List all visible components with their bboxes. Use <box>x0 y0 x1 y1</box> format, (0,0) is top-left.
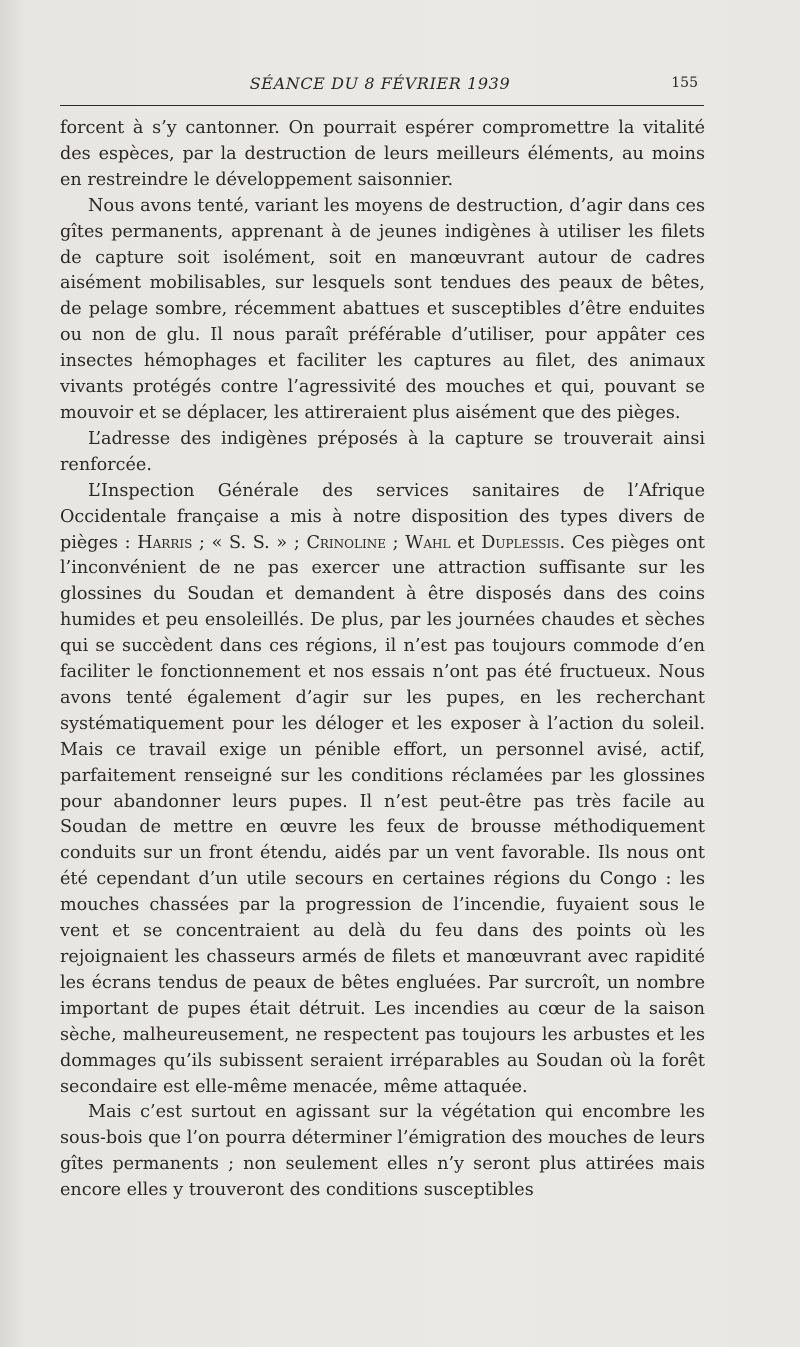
paragraph-3: L’adresse des indigènes préposés à la capture se trouverait ainsi renforcée. <box>60 428 705 475</box>
body-text <box>60 116 705 1204</box>
paragraph-4-conjunction: et <box>450 532 482 553</box>
paragraph-4-separator: ; « S. S. » ; <box>192 532 307 553</box>
trap-name-crinoline: Crinoline <box>306 532 386 553</box>
paragraph-2: Nous avons tenté, variant les moyens de destruction, d’agir dans ces gîtes permanents, apprenant à de jeunes indigènes à utiliser les filets de capture soit isolément, soit en manœuvrant autour de cadres aisément mobilisables, sur lesquels sont tendues des peaux de bêtes, de pelage sombre, récemment abattues et susceptibles d’être enduites ou non de glu. Il nous paraît préférable d’utiliser, pour appâter ces insectes hémophages et faciliter les captures au filet, des animaux vivants protégés contre l’agressivité des mouches et qui, pouvant se mouvoir et se déplacer, les attireraient plus aisément que des pièges. <box>60 195 705 423</box>
page-header <box>60 74 700 98</box>
paragraph-5: Mais c’est surtout en agissant sur la végétation qui encombre les sous-bois que l’on pourra déterminer l’émigration des mouches de leurs gîtes permanents ; non seulement elles n’y seront plus attirées mais encore elles y trouveront des conditions susceptibles <box>60 1102 705 1201</box>
header-rule <box>60 105 704 106</box>
paragraph-4 <box>60 479 705 1101</box>
running-head: SÉANCE DU 8 FÉVRIER 1939 <box>249 74 511 93</box>
page-number: 155 <box>671 75 698 91</box>
paragraph-4-intro: L’Inspection Générale des services sanitaires de l’Afrique Occidentale française a mis à notre disposition des types divers de pièges : <box>60 480 705 553</box>
trap-name-wahl: Wahl <box>405 532 451 553</box>
paragraph-1: forcent à s’y cantonner. On pourrait espérer compromettre la vitalité des espèces, par la destruction de leurs meilleurs éléments, au moins en restreindre le développement saisonnier. <box>60 118 705 190</box>
paragraph-4-separator: ; <box>385 532 406 553</box>
trap-name-duplessis: Duplessis <box>481 532 560 553</box>
paragraph-4-rest: . Ces pièges ont l’inconvénient de ne pas exercer une attraction suffisante sur les glossines du Soudan et demandent à être disposés dans des coins humides et peu ensoleillés. De plus, par les journées chaudes et sèches qui se succèdent dans ces régions, il n’est pas toujours commode d’en faciliter le fonctionnement et nos essais n’ont pas été fructueux. Nous avons tenté également d’agir sur les pupes, en les recherchant systématiquement pour les déloger et les exposer à l’action du soleil. Mais ce travail exige un pénible effort, un personnel avisé, actif, parfaitement renseigné sur les conditions réclamées par les glossines pour abandonner leurs pupes. Il n’est peut-être pas très facile au Soudan de mettre en œuvre les feux de brousse méthodiquement conduits sur un front étendu, aidés par un vent favorable. Ils nous ont été cependant d’un utile secours en certaines régions du Congo : les mouches chassées par la progression de l’incendie, fuyaient sous le vent et se concentraient au delà du feu dans des points où les rejoignaient les chasseurs armés de filets et manœuvrant avec rapidité les écrans tendus de peaux de bêtes engluées. Par surcroît, un nombre important de pupes était détruit. Les incendies au cœur de la saison sèche, malheureusement, ne respectent pas toujours les arbustes et les dommages qu’ils subissent seraient irréparables au Soudan où la forêt secondaire est elle-même menacée, même attaquée. <box>60 532 705 1097</box>
trap-name-harris: Harris <box>137 532 193 553</box>
